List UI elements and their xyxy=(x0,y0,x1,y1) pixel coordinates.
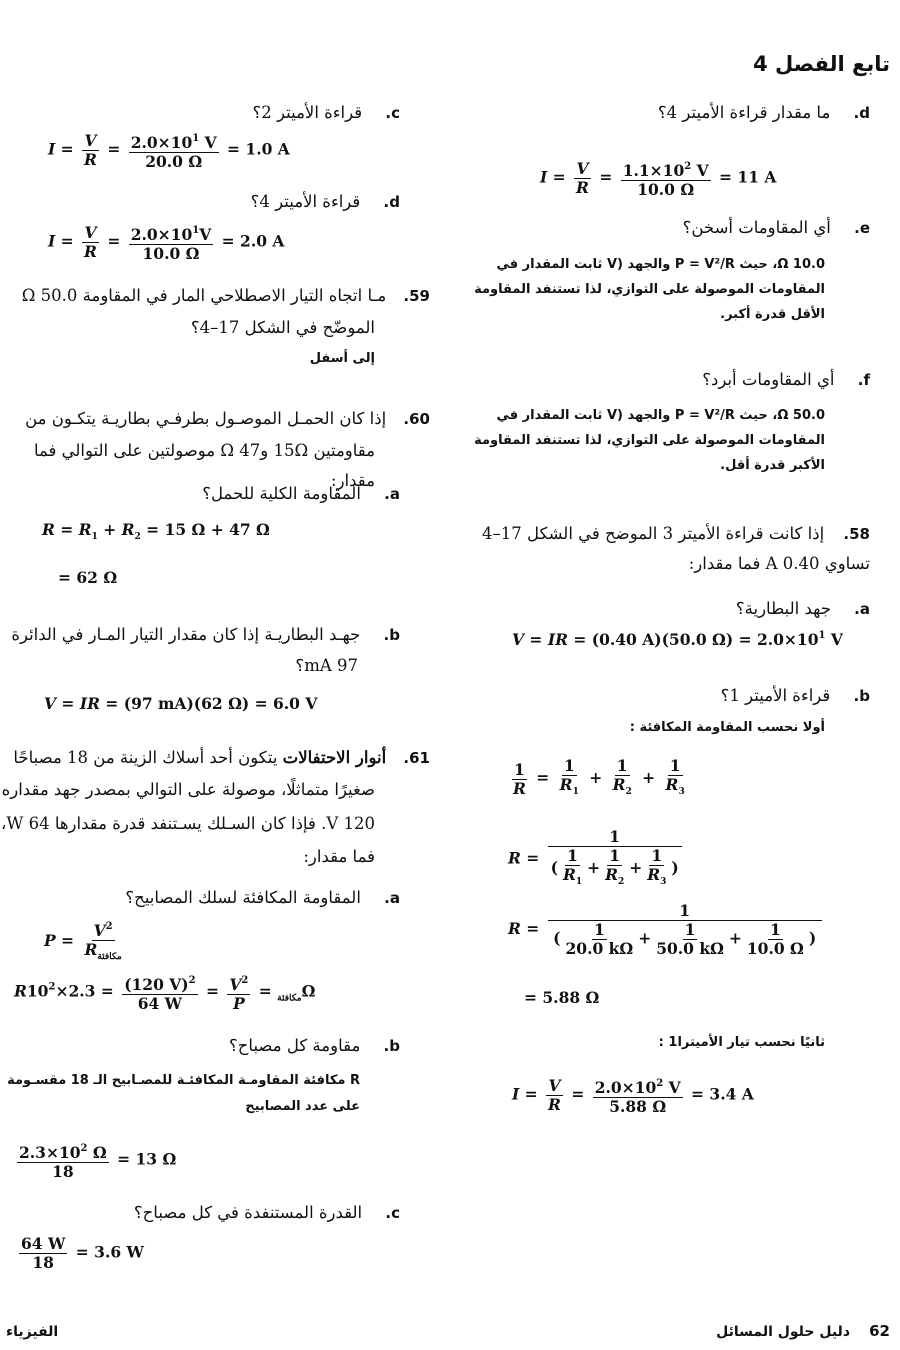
equation-bulb-power: $\frac{64 W}{18}$ = 3.6 W xyxy=(21,1234,144,1272)
question-60b-line2: 97 mA؟ xyxy=(295,656,358,675)
item-label: a. xyxy=(384,485,400,503)
question-60b xyxy=(0,620,400,650)
question-text: قراءة الأميتر 4؟ xyxy=(250,192,361,211)
equation-series-result: = 62 Ω xyxy=(58,568,118,587)
question-text: أي المقاومات أسخن؟ xyxy=(682,218,831,237)
item-label: a. xyxy=(384,889,400,907)
equation-r-result: = 5.88 Ω xyxy=(524,988,600,1007)
item-label: d. xyxy=(853,104,870,122)
question-61 xyxy=(0,743,430,773)
question-59-line2: الموضّح في الشكل 17–4؟ xyxy=(190,318,375,337)
answer-61b-line1: R مكافئة المقاومـة المكافئـة للمصـابيح الـ 18 مقسـومة xyxy=(7,1073,360,1088)
equation-parallel-values: R = 1 ( $\frac{1}{20.0 k\Omega}$ + $\frac{1}{50.0 k\Omega}$ + $\frac{1}{10.0 \Omega}$ ) xyxy=(508,902,825,958)
question-text: قراءة الأميتر 1؟ xyxy=(720,686,831,705)
page-number: 62 xyxy=(869,1322,890,1340)
question-60-line2: مقاومتين 15Ω و47 Ω موصولتين على التوالي فما مقدار: xyxy=(33,441,375,490)
question-61-line4: فما مقدار: xyxy=(303,847,375,866)
question-d-left xyxy=(20,187,400,217)
equation-power: P = $\frac{V^2}{R_{مكافئة}}$ xyxy=(44,918,127,966)
equation-ammeter2: I = $\frac{V}{R}$ = $\frac{2.0\times 10^1 V}{20.0 \Omega}$ = 1.0 A xyxy=(48,131,290,171)
question-f-right xyxy=(470,365,870,395)
question-text: إذا كانت قراءة الأميتر 3 الموضح في الشكل 17–4 تساوي 0.40 A فما مقدار: xyxy=(481,524,870,573)
item-label: b. xyxy=(853,687,870,705)
question-text: جهد البطارية؟ xyxy=(735,599,831,618)
equation-ammeter4-right: I = $\frac{V}{R}$ = $\frac{1.1\times 10^2 V}{10.0 \Omega}$ = 11 A xyxy=(540,159,777,199)
question-61b xyxy=(20,1031,400,1061)
equation-series-sum: $R = R_1 + R_2 = 15$ Ω + 47 Ω xyxy=(42,520,270,542)
question-60a xyxy=(20,479,400,509)
step2-text: ثانيًا نحسب تيار الأميترا1 : xyxy=(658,1035,825,1050)
item-label: c. xyxy=(385,104,400,122)
answer-e-right: 10.0 Ω، حيث P = V²/R والجهد (V ثابت المقدار في المقاومات الموصولة على التوازي، لذا تستنفد المقاومة الأقل قدرة أكبر. xyxy=(474,257,825,322)
question-d-right xyxy=(470,98,870,128)
question-text: أي المقاومات أبرد؟ xyxy=(702,370,835,389)
item-label: f. xyxy=(857,371,870,389)
equation-r-equivalent: R $_{مكافئة}$ = $\frac{V^2}{P}$ = $\frac{(120 V)^2}{64 W}$ = $2.3\times 10^2$ Ω xyxy=(14,972,315,1013)
item-label: b. xyxy=(383,626,400,644)
question-line: جهـد البطاريـة إذا كان مقدار التيار المـار في الدائرة xyxy=(11,625,361,644)
item-label: a. xyxy=(854,600,870,618)
item-label: d. xyxy=(383,193,400,211)
footer-subject: الفيزياء xyxy=(6,1324,59,1340)
question-58 xyxy=(470,519,870,579)
question-number: 58. xyxy=(843,525,870,543)
question-line: مـا اتجاه التيار الاصطلاحي المار في المقاومة 50.0 Ω xyxy=(21,286,387,305)
question-text: القدرة المستنفدة في كل مصباح؟ xyxy=(133,1203,363,1222)
question-line: إذا كان الحمـل الموصـول بطرفـي بطاريـة يتكـون من xyxy=(25,409,387,428)
equation-battery-voltage: V = IR = (0.40 A)(50.0 $\Omega) = 2.0\times 10^1$ V xyxy=(512,630,843,649)
question-61c xyxy=(20,1198,400,1228)
answer-59: إلى أسفل xyxy=(309,351,375,366)
question-title: أنوار الاحتفالات xyxy=(282,748,387,767)
question-text: المقاومة المكافئة لسلك المصابيح؟ xyxy=(125,888,361,907)
question-number: 59. xyxy=(403,287,430,305)
question-59 xyxy=(0,281,430,311)
question-61a xyxy=(20,883,400,913)
equation-parallel-sum: $\frac{1}{R}$ = $\frac{1}{R_1}$ + $\frac{1}{R_2}$ + $\frac{1}{R_3}$ xyxy=(513,756,685,798)
equation-bulb-resistance: $\frac{2.3\times 10^2 \Omega}{18}$ = 13 Ω xyxy=(14,1140,176,1181)
question-58b xyxy=(470,681,870,711)
question-e-right xyxy=(470,213,870,243)
equation-ammeter4-left: I = $\frac{V}{R}$ = $\frac{2.0\times 10^1V}{10.0 \Omega}$ = 2.0 A xyxy=(48,223,285,263)
question-60 xyxy=(0,404,430,434)
equation-battery-60: V = IR = (97 mA)(62 Ω) = 6.0 V xyxy=(44,694,318,713)
question-line: يتكون أحد أسلاك الزينة من 18 مصباحًا xyxy=(13,748,278,767)
question-number: 60. xyxy=(403,410,430,428)
equation-ammeter1: I = $\frac{V}{R}$ = $\frac{2.0\times 10^2 V}{5.88 \Omega}$ = 3.4 A xyxy=(512,1076,754,1116)
answer-f-right: 50.0 Ω، حيث P = V²/R والجهد (V ثابت المقدار في المقاومات الموصولة على التوازي، لذا تستنفد المقاومة الأكبر قدرة أقل. xyxy=(474,408,825,473)
equation-parallel-r: R = 1 ( $\frac{1}{R_1}$ + $\frac{1}{R_2}$ + $\frac{1}{R_3}$ ) xyxy=(508,828,685,891)
question-text: مقاومة كل مصباح؟ xyxy=(229,1036,361,1055)
question-number: 61. xyxy=(403,749,430,767)
item-label: c. xyxy=(385,1204,400,1222)
question-61-line3: 120 V. فإذا كان السـلك يسـتنفد قدرة مقدارها 64 W، xyxy=(1,814,375,833)
question-c-left xyxy=(20,98,400,128)
question-text: قراءة الأميتر 2؟ xyxy=(252,103,363,122)
step1-text: أولا نحسب المقاومة المكافئة : xyxy=(629,720,825,735)
answer-61b-line2: على عدد المصابيح xyxy=(245,1099,360,1114)
question-text: ما مقدار قراءة الأميتر 4؟ xyxy=(657,103,831,122)
question-58a xyxy=(470,594,870,624)
footer-book-title: دليل حلول المسائل xyxy=(716,1324,850,1340)
item-label: b. xyxy=(383,1037,400,1055)
item-label: e. xyxy=(854,219,870,237)
question-61-line2: صغيرًا متماثلًا، موصولة على التوالي بمصدر جهد مقداره xyxy=(1,780,375,799)
chapter-title: تابع الفصل 4 xyxy=(753,52,890,76)
question-text: المقاومة الكلية للحمل؟ xyxy=(202,484,361,503)
